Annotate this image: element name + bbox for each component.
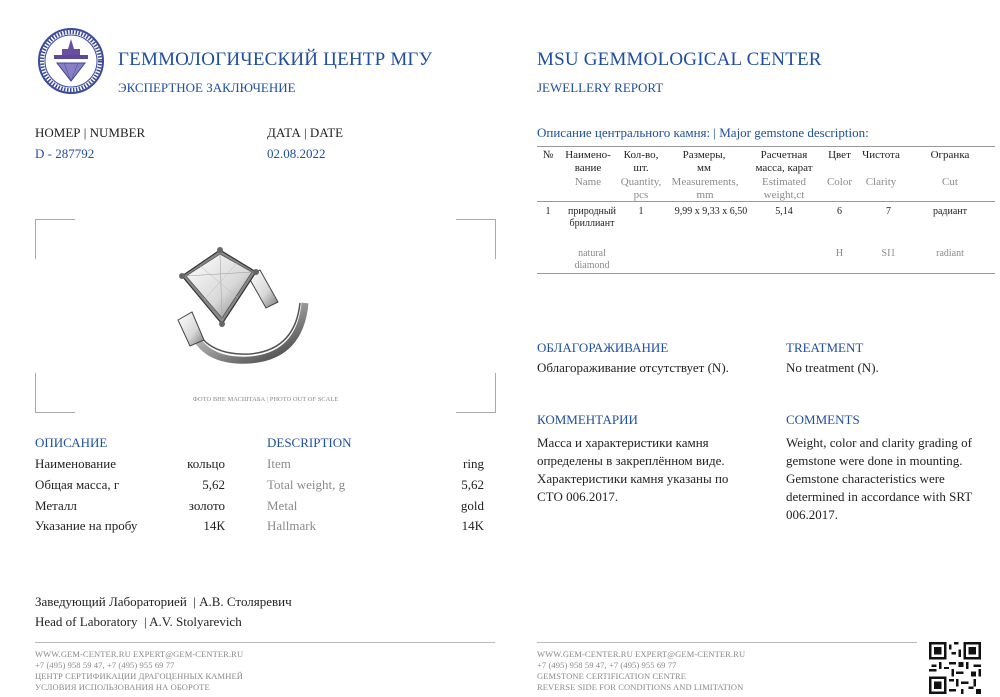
comments-en-title: COMMENTS — [786, 412, 860, 427]
cell-name-ru: природный бриллиант — [568, 206, 616, 229]
ring-photo — [160, 228, 330, 368]
row-label: Металл — [35, 498, 77, 513]
footer-line-text: +7 (495) 958 59 47, +7 (495) 955 69 77 — [35, 660, 175, 670]
footer-line-text: УСЛОВИЯ ИСПОЛЬЗОВАНИЯ НА ОБОРОТЕ — [35, 682, 210, 692]
row-label: Наименование — [35, 456, 116, 471]
report-date-label: ДАТА | DATE — [267, 125, 344, 140]
description-ru-row — [35, 456, 225, 472]
row-label: Общая масса, г — [35, 477, 120, 492]
photo-frame-corner — [456, 373, 496, 413]
row-label: Item — [267, 456, 291, 471]
th-weight-ru: Расчетная масса, карат — [755, 149, 813, 174]
footer-line-text: ЦЕНТР СЕРТИФИКАЦИИ ДРАГОЦЕННЫХ КАМНЕЙ — [35, 671, 243, 681]
table-top-rule — [537, 146, 995, 147]
description-en-row — [267, 456, 484, 472]
cell-quantity: 1 — [638, 206, 644, 217]
comments-ru-text: Масса и характеристики камня определены в закреплённом виде. Характеристики камня указаны по СТО 006.2017. — [537, 435, 729, 504]
header-ru-title: ГЕММОЛОГИЧЕСКИЙ ЦЕНТР МГУ — [118, 49, 433, 70]
row-value: золото — [188, 498, 225, 513]
row-value: 14K — [461, 518, 484, 533]
row-label: Hallmark — [267, 518, 317, 533]
comments-en-text: Weight, color and clarity grading of gemstone were done in mounting. Gemstone characteristics were determined in accordance with SRT 006.2017. — [786, 435, 972, 522]
cell-cut-ru: радиант — [932, 206, 968, 217]
description-en-title: DESCRIPTION — [267, 435, 352, 450]
row-value: 14К — [203, 518, 225, 533]
row-value: ring — [463, 456, 484, 471]
row-value: 5,62 — [202, 477, 225, 492]
photo-frame-corner — [35, 219, 75, 259]
signature-ru: Заведующий Лабораторией | А.В. Столяревич — [35, 594, 292, 609]
report-number-label: НОМЕР | NUMBER — [35, 125, 146, 140]
footer-rule-right — [537, 642, 917, 643]
cell-clarity-en: SI1 — [881, 248, 896, 259]
treatment-en-text: No treatment (N). — [786, 360, 879, 375]
cell-color-ru: 6 — [837, 206, 842, 217]
header-en-title: MSU GEMMOLOGICAL CENTER — [537, 49, 822, 70]
cell-color-en: H — [835, 248, 844, 259]
footer-line-text: REVERSE SIDE FOR CONDITIONS AND LIMITATION — [537, 682, 744, 692]
photo-frame-corner — [456, 219, 496, 259]
th-name-ru: Наимено- вание — [565, 149, 611, 174]
footer-right — [537, 649, 745, 693]
treatment-en-title: TREATMENT — [786, 340, 864, 355]
description-en-row — [267, 498, 484, 514]
table-bottom-rule — [537, 273, 995, 274]
footer-line-text: GEMSTONE CERTIFICATION CENTRE — [537, 671, 687, 681]
cell-number: 1 — [545, 206, 551, 217]
th-quantity-ru: Кол-во, шт. — [623, 149, 659, 174]
th-weight-en: Estimated weight,ct — [762, 176, 806, 201]
row-value: gold — [460, 498, 484, 513]
comments-ru-title: КОММЕНТАРИИ — [537, 412, 638, 427]
description-en-row — [267, 477, 484, 493]
cell-measurements: 9,99 х 9,33 х 6,50 — [674, 206, 748, 217]
th-name-en: Name — [574, 176, 602, 188]
gemstone-section-title: Описание центрального камня: | Major gemstone description: — [537, 125, 869, 140]
th-color-ru: Цвет — [828, 149, 851, 161]
cell-weight: 5,14 — [775, 206, 793, 217]
footer-line-text: +7 (495) 958 59 47, +7 (495) 955 69 77 — [537, 660, 677, 670]
th-cut-ru: Огранка — [930, 149, 970, 161]
row-label: Total weight, g — [267, 477, 346, 492]
photo-out-of-scale-note: ФОТО ВНЕ МАСШТАБА | PHOTO OUT OF SCALE — [192, 396, 339, 403]
th-clarity-ru: Чистота — [862, 149, 900, 161]
footer-line-text: WWW.GEM-CENTER.RU EXPERT@GEM-CENTER.RU — [35, 649, 244, 659]
cell-name-en: natural diamond — [574, 248, 610, 271]
row-value: кольцо — [187, 456, 225, 471]
th-color-en: Color — [826, 176, 853, 188]
description-ru-row — [35, 518, 225, 534]
report-number-value: D - 287792 — [35, 146, 95, 161]
row-label: Указание на пробу — [35, 518, 138, 533]
th-quantity-en: Quantity, pcs — [620, 176, 662, 201]
description-en-row — [267, 518, 484, 534]
row-label: Metal — [267, 498, 298, 513]
footer-rule-left — [35, 642, 495, 643]
row-value: 5,62 — [461, 477, 484, 492]
photo-frame-corner — [35, 373, 75, 413]
report-date-value: 02.08.2022 — [267, 146, 326, 161]
cell-clarity-ru: 7 — [886, 206, 891, 217]
signature-en: Head of Laboratory | A.V. Stolyarevich — [35, 614, 242, 629]
header-ru-subtitle: ЭКСПЕРТНОЕ ЗАКЛЮЧЕНИЕ — [118, 80, 296, 95]
treatment-ru-title: ОБЛАГОРАЖИВАНИЕ — [537, 340, 669, 355]
description-ru-row — [35, 477, 225, 493]
footer-line-text: WWW.GEM-CENTER.RU EXPERT@GEM-CENTER.RU — [537, 649, 746, 659]
th-number: № — [542, 149, 554, 161]
footer-left — [35, 649, 243, 693]
header-en-subtitle: JEWELLERY REPORT — [537, 80, 664, 95]
th-measurements-en: Measurements, mm — [671, 176, 739, 201]
th-clarity-en: Clarity — [865, 176, 897, 188]
description-ru-row — [35, 498, 225, 514]
msu-gemmological-logo-icon — [37, 27, 105, 95]
description-ru-title: ОПИСАНИЕ — [35, 435, 108, 450]
th-cut-en: Cut — [942, 176, 958, 188]
treatment-ru-text: Облагораживание отсутствует (N). — [537, 360, 729, 375]
th-measurements-ru: Размеры, мм — [682, 149, 726, 174]
cell-cut-en: radiant — [936, 248, 964, 259]
qr-code-icon[interactable] — [929, 642, 981, 694]
